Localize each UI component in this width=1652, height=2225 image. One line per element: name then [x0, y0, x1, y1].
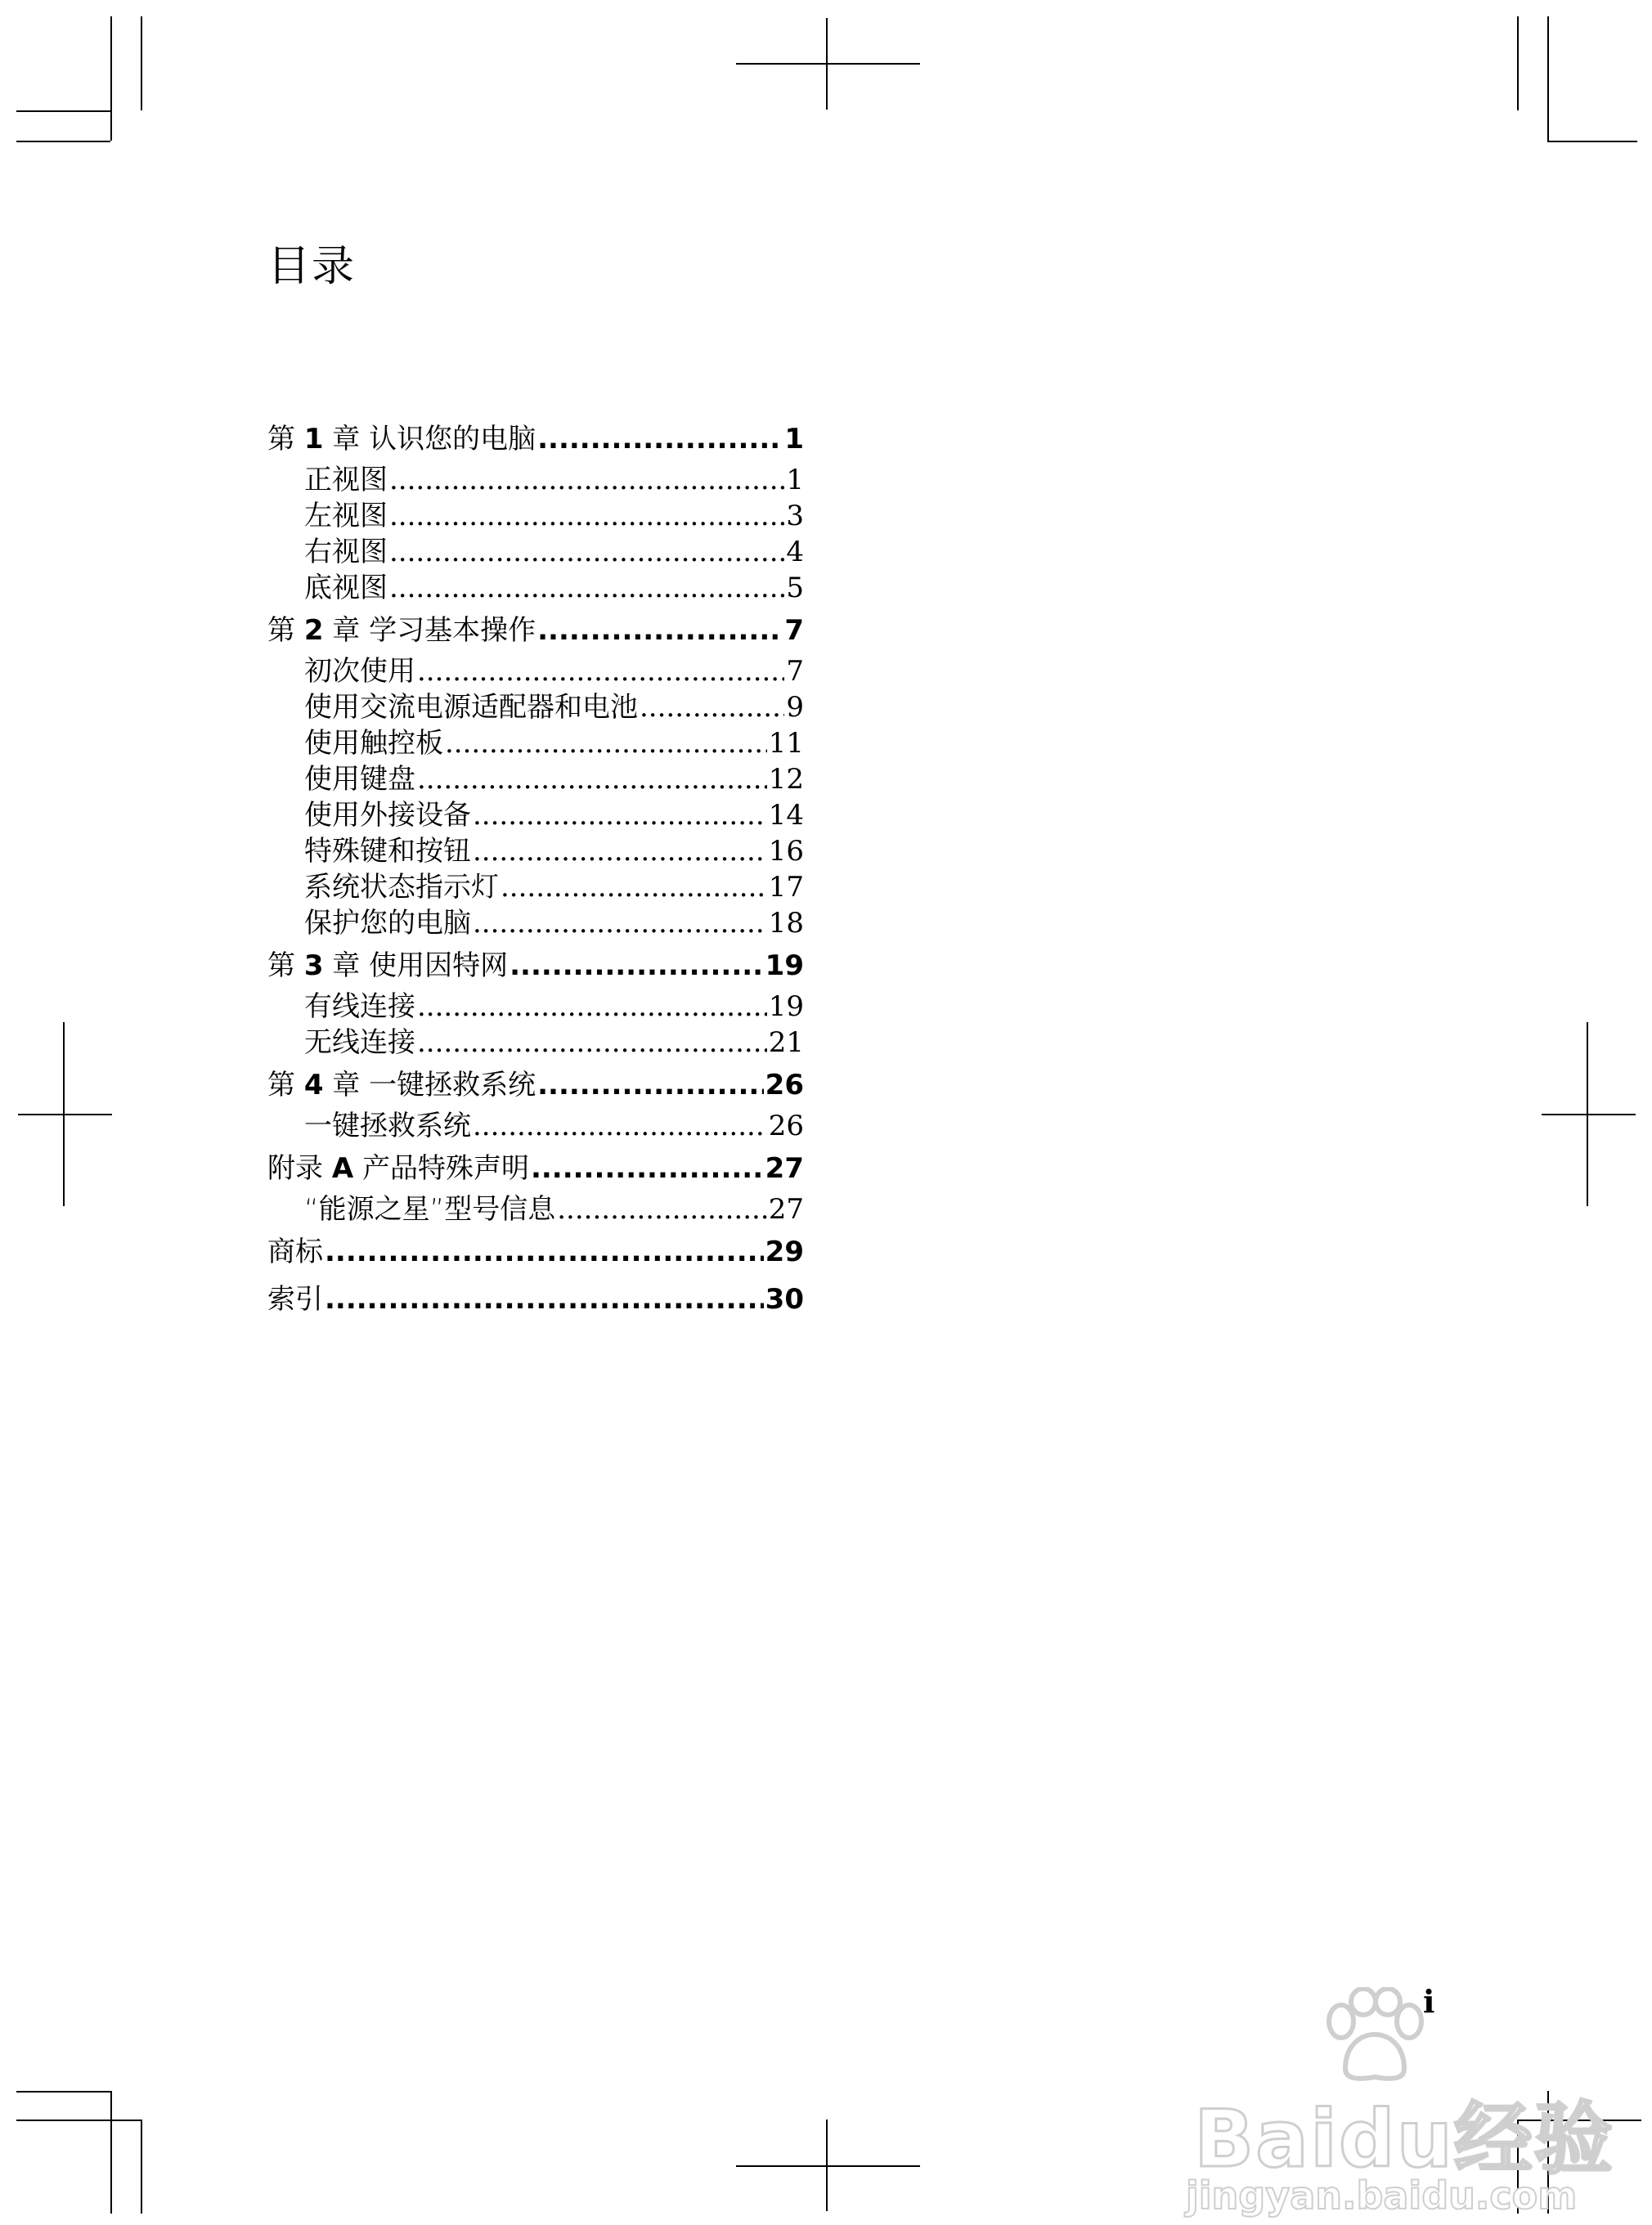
toc-section-entry[interactable]	[267, 797, 804, 833]
toc-section-entry[interactable]	[267, 989, 804, 1025]
toc-page-number: 11	[768, 727, 804, 760]
toc-entry-title: 章 学习基本操作	[323, 614, 536, 647]
toc-section-entry[interactable]	[267, 725, 804, 761]
toc-dot-leader	[537, 1063, 764, 1108]
toc-dot-leader	[473, 797, 767, 833]
toc-page-number: 19	[765, 949, 804, 982]
toc-chapter-entry[interactable]	[267, 1277, 804, 1322]
toc-dot-leader	[417, 1025, 767, 1061]
toc-dot-leader	[501, 869, 767, 905]
toc-entry-label: 系统状态指示灯	[304, 871, 499, 904]
toc-dot-leader	[417, 761, 767, 797]
toc-section-entry[interactable]	[267, 653, 804, 689]
toc-page-number: 9	[786, 691, 804, 724]
toc-section-entry[interactable]	[267, 905, 804, 941]
toc-section-entry[interactable]	[267, 570, 804, 606]
toc-entry-prefix: 第	[267, 614, 304, 647]
toc-section-entry[interactable]	[267, 1025, 804, 1061]
toc-section-entry[interactable]	[267, 833, 804, 869]
crop-mark	[16, 2120, 141, 2121]
toc-entry-label: 无线连接	[304, 1026, 415, 1059]
toc-entry-prefix: 第	[267, 423, 304, 455]
toc-entry-label: 底视图	[304, 572, 388, 604]
toc-chapter-entry[interactable]	[267, 1230, 804, 1275]
toc-entry-number: 3	[303, 949, 324, 982]
toc-entry-label: 使用外接设备	[304, 799, 471, 832]
toc-chapter-entry[interactable]	[267, 417, 804, 462]
toc-section-entry[interactable]	[267, 498, 804, 534]
page-number: i	[1423, 1983, 1435, 2020]
toc-dot-leader	[473, 833, 767, 869]
toc-entry-label	[267, 944, 508, 989]
toc-entry-number: 4	[303, 1069, 324, 1101]
toc-entry-label: 使用触控板	[304, 727, 443, 760]
watermark	[1178, 1987, 1614, 2224]
toc-entry-label: 有线连接	[304, 990, 415, 1023]
crop-mark	[141, 2120, 142, 2214]
toc-dot-leader	[325, 1230, 764, 1275]
page-title: 目录	[267, 242, 357, 291]
toc-entry-label: 正视图	[304, 464, 388, 496]
toc-page-number: 1	[786, 464, 804, 496]
crop-mark	[110, 2091, 112, 2214]
toc-dot-leader	[389, 570, 784, 606]
toc-entry-label	[267, 1146, 529, 1191]
toc-page-number: 16	[768, 835, 804, 868]
toc-section-entry[interactable]	[267, 1191, 804, 1227]
toc-page-number: 29	[765, 1236, 804, 1268]
toc-dot-leader	[473, 1108, 767, 1144]
toc-page-number: 30	[765, 1283, 804, 1316]
toc-chapter-entry[interactable]	[267, 1146, 804, 1191]
toc-page-number: 18	[768, 907, 804, 940]
toc-entry-prefix: 附录	[267, 1152, 332, 1185]
toc-entry-label: 右视图	[304, 536, 388, 568]
toc-page-number: 5	[786, 572, 804, 604]
toc-entry-label	[267, 608, 536, 653]
paw-icon	[1321, 1987, 1427, 2085]
toc-section-entry[interactable]	[267, 462, 804, 498]
toc-entry-label	[267, 417, 536, 462]
toc-entry-label: 初次使用	[304, 655, 415, 688]
toc-entry-label: 使用交流电源适配器和电池	[304, 691, 638, 724]
toc-entry-label	[267, 1063, 536, 1108]
crop-mark	[18, 1114, 112, 1115]
toc-entry-title: 商标	[267, 1236, 323, 1268]
toc-page-number: 4	[786, 536, 804, 568]
toc-page-number: 21	[768, 1026, 804, 1059]
crop-mark	[1517, 16, 1519, 110]
toc-entry-label	[267, 1277, 323, 1322]
toc-entry-number: A	[331, 1152, 354, 1185]
toc-section-entry[interactable]	[267, 869, 804, 905]
crop-mark	[110, 16, 112, 141]
watermark-brand: Baidu经验	[1194, 2093, 1614, 2185]
toc-chapter-entry[interactable]	[267, 1063, 804, 1108]
toc-dot-leader	[325, 1277, 764, 1322]
toc-dot-leader	[473, 905, 767, 941]
table-of-contents	[267, 417, 804, 1322]
toc-section-entry[interactable]	[267, 534, 804, 570]
toc-page-number: 19	[768, 990, 804, 1023]
crop-mark	[16, 141, 110, 142]
crop-mark	[141, 16, 142, 110]
toc-page-number: 1	[784, 423, 804, 455]
toc-dot-leader	[389, 462, 784, 498]
toc-dot-leader	[417, 653, 784, 689]
toc-page-number: 26	[768, 1110, 804, 1142]
toc-dot-leader	[510, 944, 764, 989]
crop-mark	[1547, 16, 1549, 141]
toc-entry-number: 1	[303, 423, 324, 455]
crop-mark	[16, 2091, 110, 2093]
toc-entry-label: 使用键盘	[304, 763, 415, 796]
toc-section-entry[interactable]	[267, 761, 804, 797]
crop-mark	[16, 110, 110, 112]
toc-page-number: 26	[765, 1069, 804, 1101]
toc-chapter-entry[interactable]	[267, 944, 804, 989]
toc-chapter-entry[interactable]	[267, 608, 804, 653]
toc-dot-leader	[417, 989, 767, 1025]
toc-entry-prefix: 第	[267, 1069, 304, 1101]
toc-page-number: 27	[765, 1152, 804, 1185]
toc-page-number: 14	[768, 799, 804, 832]
toc-entry-label: “能源之星”型号信息	[304, 1193, 556, 1226]
toc-entry-label	[267, 1230, 323, 1275]
toc-page-number: 3	[786, 500, 804, 532]
toc-dot-leader	[389, 534, 784, 570]
toc-entry-number: 2	[303, 614, 324, 647]
toc-entry-title: 章 一键拯救系统	[323, 1069, 536, 1101]
toc-entry-prefix: 第	[267, 949, 304, 982]
toc-dot-leader	[389, 498, 784, 534]
toc-page-number: 7	[786, 655, 804, 688]
toc-entry-label: 保护您的电脑	[304, 907, 471, 940]
crop-mark	[736, 2165, 920, 2167]
toc-entry-label: 特殊键和按钮	[304, 835, 471, 868]
toc-dot-leader	[640, 689, 784, 725]
crop-mark	[736, 63, 920, 65]
toc-section-entry[interactable]	[267, 689, 804, 725]
toc-dot-leader	[445, 725, 767, 761]
toc-dot-leader	[537, 417, 783, 462]
toc-dot-leader	[531, 1146, 764, 1191]
toc-entry-title: 产品特殊声明	[353, 1152, 529, 1185]
toc-section-entry[interactable]	[267, 1108, 804, 1144]
toc-entry-label: 一键拯救系统	[304, 1110, 471, 1142]
toc-entry-title: 章 认识您的电脑	[323, 423, 536, 455]
toc-dot-leader	[537, 608, 783, 653]
toc-page-number: 7	[784, 614, 804, 647]
crop-mark	[1542, 1114, 1636, 1115]
toc-dot-leader	[557, 1191, 767, 1227]
toc-page-number: 27	[768, 1193, 804, 1226]
toc-entry-label: 左视图	[304, 500, 388, 532]
toc-page-number: 12	[768, 763, 804, 796]
crop-mark	[1547, 141, 1637, 142]
toc-entry-title: 章 使用因特网	[323, 949, 509, 982]
toc-page-number: 17	[768, 871, 804, 904]
toc-entry-title: 索引	[267, 1283, 323, 1316]
watermark-url: jingyan.baidu.com	[1186, 2173, 1578, 2218]
